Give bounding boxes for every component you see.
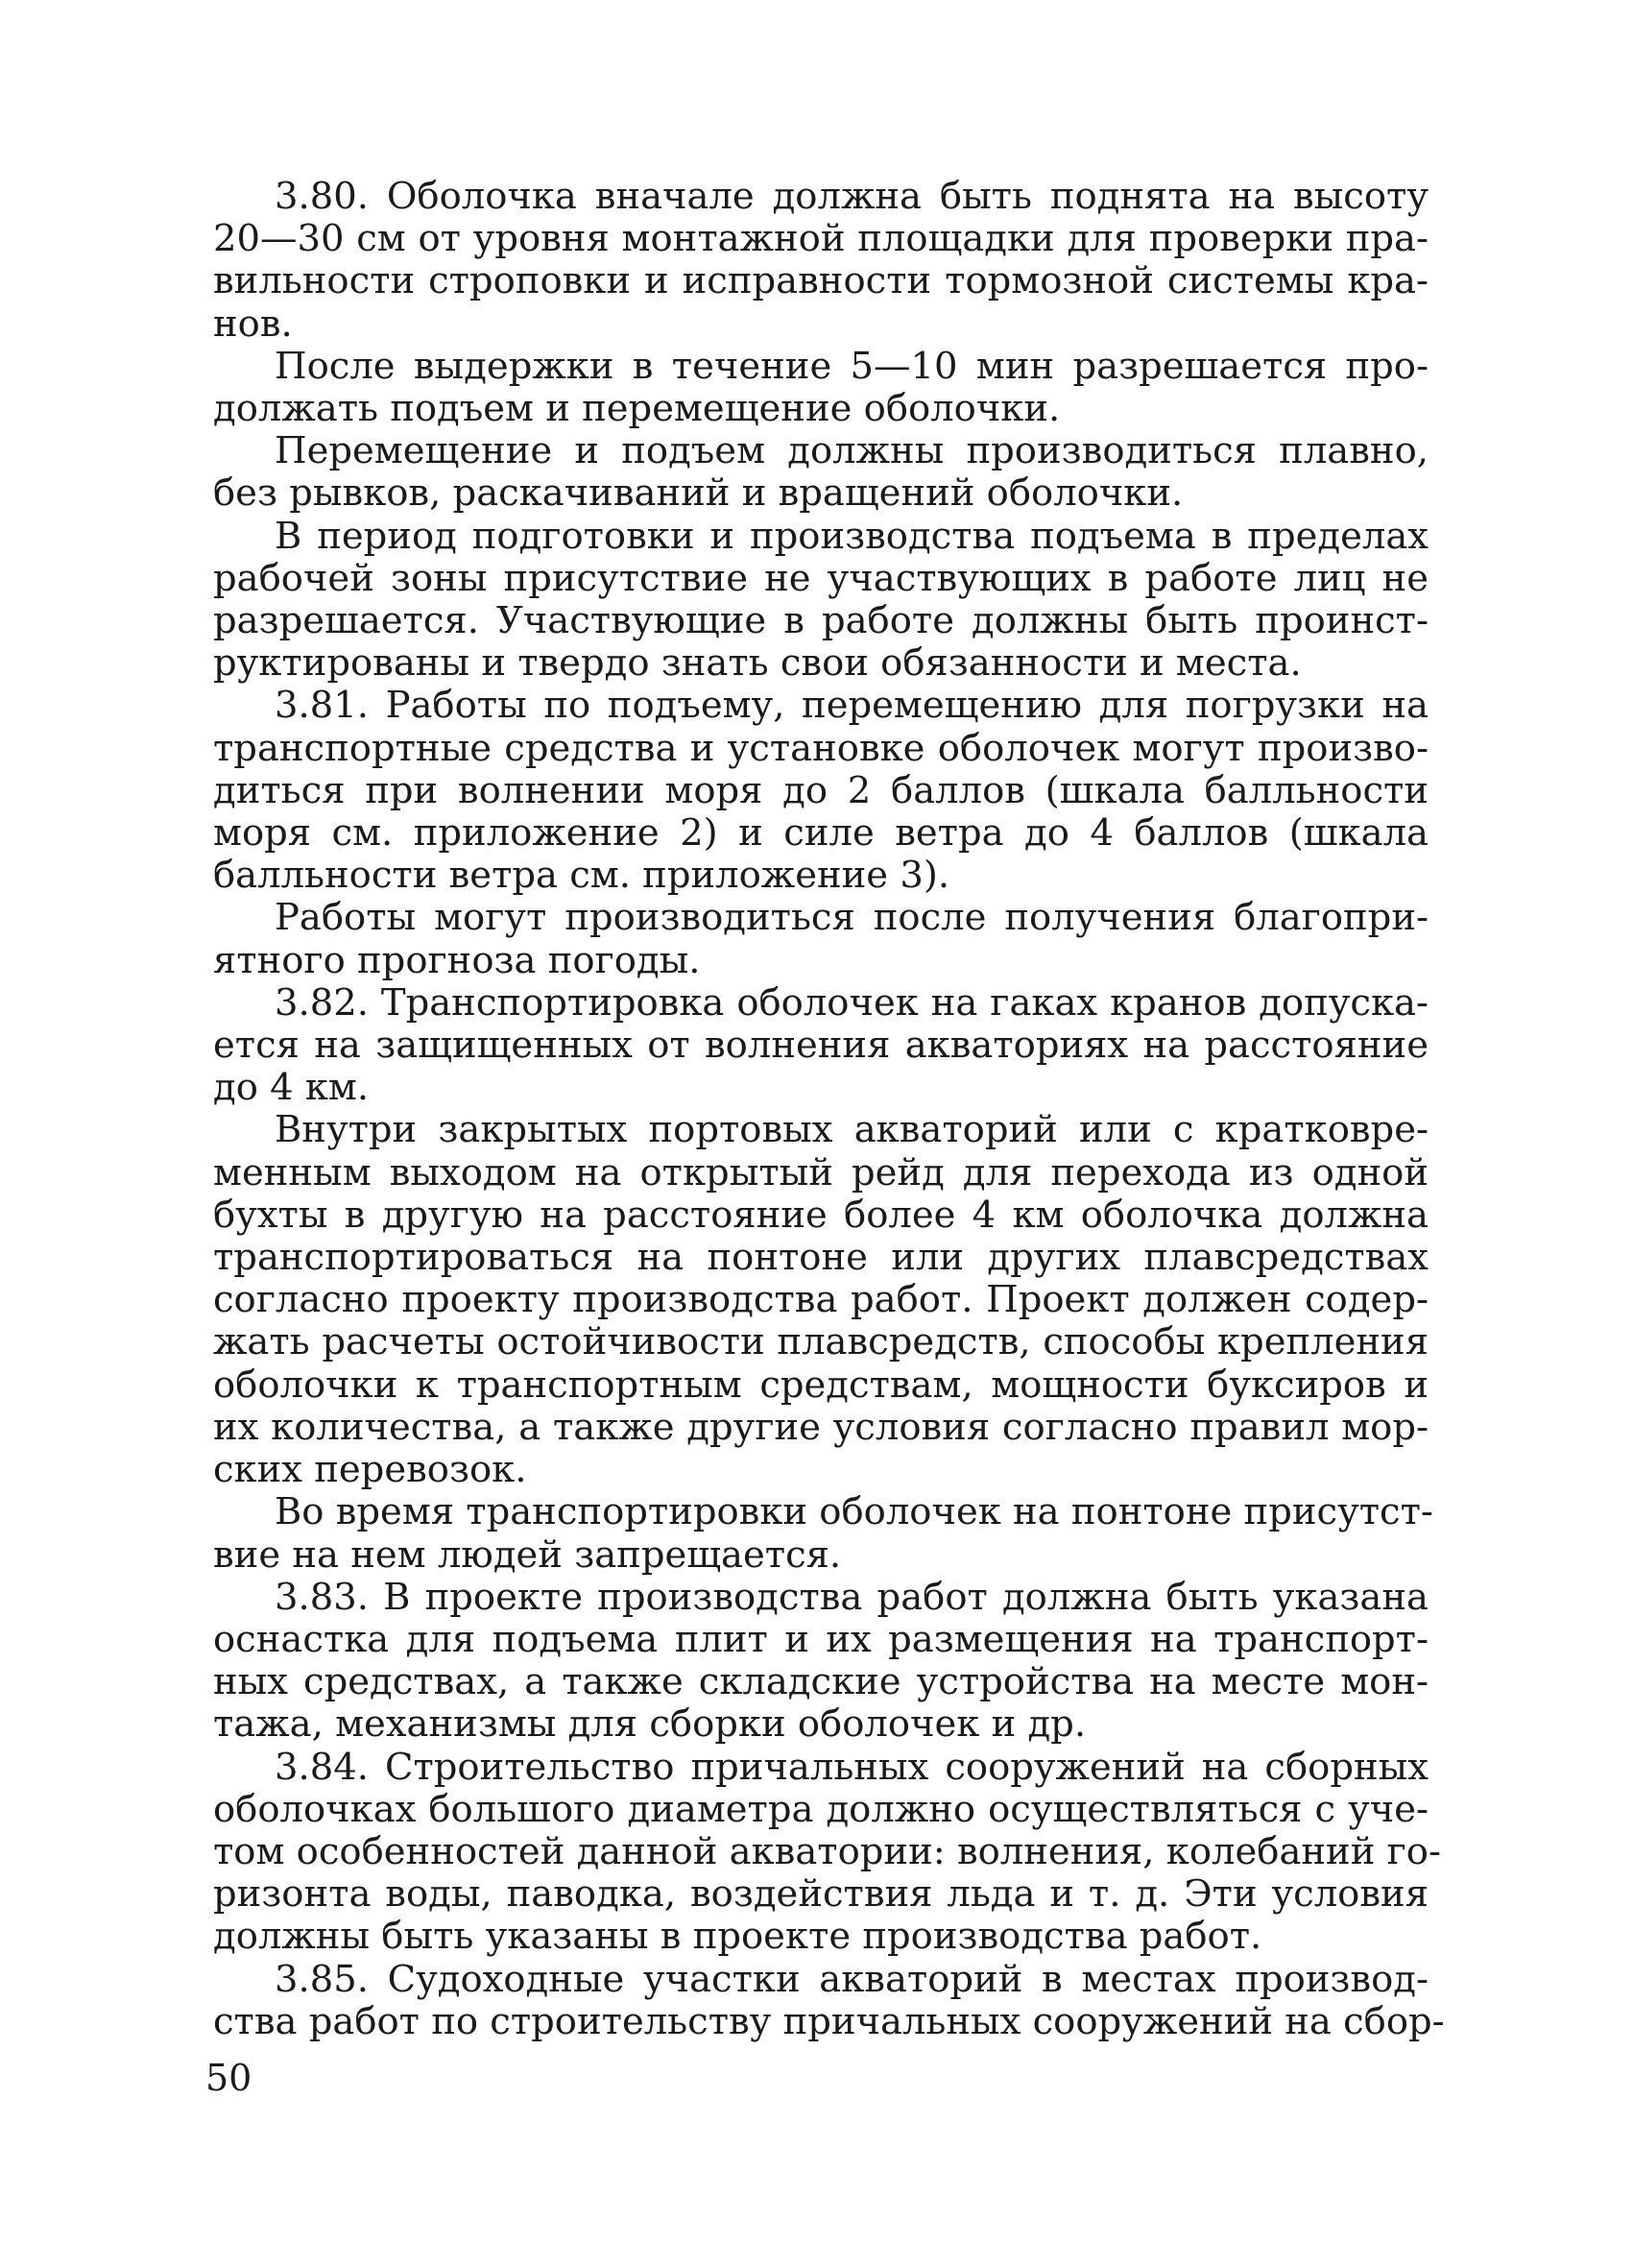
text-line: Работы могут производиться после получения благопри- xyxy=(275,896,1429,940)
text-line: ризонта воды, паводка, воздействия льда и т. д. Эти условия xyxy=(213,1872,1429,1917)
text-line: Во время транспортировки оболочек на понтоне присутст- xyxy=(275,1490,1433,1534)
text-line: 3.81. Работы по подъему, перемещению для погрузки на xyxy=(275,684,1429,728)
text-line: 3.85. Судоходные участки акваторий в местах производ- xyxy=(275,1957,1429,2001)
text-line: бухты в другую на расстояние более 4 км оболочка должна xyxy=(213,1193,1429,1237)
text-line: тажа, механизмы для сборки оболочек и др. xyxy=(213,1702,1087,1747)
text-line: должать подъем и перемещение оболочки. xyxy=(213,387,1061,431)
text-line: разрешается. Участвующие в работе должны быть проинст- xyxy=(213,599,1429,643)
text-line: 20—30 см от уровня монтажной площадки для проверки пра- xyxy=(213,217,1429,261)
text-line: После выдержки в течение 5—10 мин разрешается про- xyxy=(275,344,1429,388)
text-line: 3.83. В проекте производства работ должна быть указана xyxy=(275,1575,1429,1619)
text-line: ных средствах, а также складские устройства на месте мон- xyxy=(213,1660,1429,1704)
text-line: нов. xyxy=(213,302,293,346)
text-line: В период подготовки и производства подъема в пределах xyxy=(275,514,1429,558)
text-line: оболочках большого диаметра должно осуществляться с уче- xyxy=(213,1787,1429,1831)
body-text xyxy=(213,175,1445,2043)
text-line: без рывков, раскачиваний и вращений оболочки. xyxy=(213,471,1184,516)
text-line: Внутри закрытых портовых акваторий или с кратковре- xyxy=(275,1108,1429,1152)
text-line: до 4 км. xyxy=(213,1066,370,1110)
text-line: Перемещение и подъем должны производиться плавно, xyxy=(275,429,1429,473)
text-line: менным выходом на открытый рейд для перехода из одной xyxy=(213,1150,1429,1194)
text-line: ется на защищенных от волнения акваториях на расстояние xyxy=(213,1024,1429,1068)
text-line: оснастка для подъема плит и их размещения на транспорт- xyxy=(213,1617,1429,1661)
text-line: оболочки к транспортным средствам, мощности буксиров и xyxy=(213,1363,1429,1407)
text-line: ства работ по строительству причальных сооружений на сбор- xyxy=(213,1999,1445,2043)
text-line: ятного прогноза погоды. xyxy=(213,938,701,982)
text-line: 3.80. Оболочка вначале должна быть поднята на высоту xyxy=(275,175,1429,218)
text-line: 3.82. Транспортировка оболочек на гаках кранов допуска- xyxy=(275,980,1429,1025)
text-line: транспортироваться на понтоне или других плавсредствах xyxy=(213,1236,1429,1280)
text-line: их количества, а также другие условия согласно правил мор- xyxy=(213,1405,1429,1449)
text-line: транспортные средства и установке оболочек могут произво- xyxy=(213,726,1429,770)
text-line: ских перевозок. xyxy=(213,1448,527,1492)
text-line: моря см. приложение 2) и силе ветра до 4 баллов (шкала xyxy=(213,811,1429,856)
text-line: должны быть указаны в проекте производства работ. xyxy=(213,1915,1262,1959)
page-number: 50 xyxy=(205,2057,252,2099)
text-line: диться при волнении моря до 2 баллов (шкала балльности xyxy=(213,768,1429,812)
text-line: том особенностей данной акватории: волнения, колебаний го- xyxy=(213,1829,1441,1873)
text-line: балльности ветра см. приложение 3). xyxy=(213,854,950,898)
text-line: вие на нем людей запрещается. xyxy=(213,1532,842,1577)
text-line: руктированы и твердо знать свои обязанности и места. xyxy=(213,641,1302,686)
text-line: вильности строповки и исправности тормозной системы кра- xyxy=(213,259,1429,303)
text-line: согласно проекту производства работ. Проект должен содер- xyxy=(213,1278,1429,1322)
text-line: 3.84. Строительство причальных сооружений на сборных xyxy=(275,1745,1429,1789)
text-line: жать расчеты остойчивости плавсредств, способы крепления xyxy=(213,1320,1429,1364)
text-line: рабочей зоны присутствие не участвующих в работе лиц не xyxy=(213,556,1429,600)
